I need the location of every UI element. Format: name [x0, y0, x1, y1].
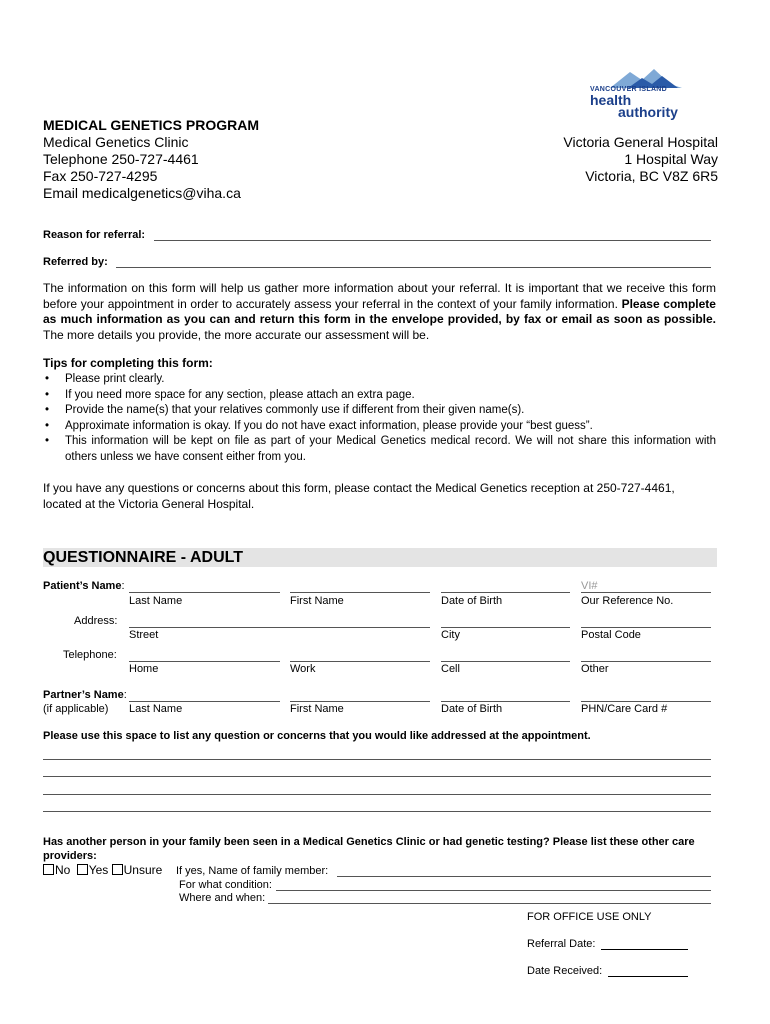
col-partner-first: First Name — [290, 703, 344, 715]
questions-prompt: Please use this space to list any question or concerns that you would like addressed at the appointment. — [43, 730, 591, 742]
date-received-label: Date Received: — [527, 965, 603, 977]
questions-line-1[interactable] — [43, 759, 711, 760]
checkbox-icon[interactable] — [112, 864, 123, 875]
tips-title: Tips for completing this form: — [43, 356, 213, 370]
patient-dob-field[interactable] — [441, 592, 570, 593]
cell-phone-field[interactable] — [441, 661, 570, 662]
where-field[interactable] — [268, 903, 711, 904]
postal-code-field[interactable] — [581, 627, 711, 628]
contact-note: If you have any questions or concerns about this form, please contact the Medical Genetics reception at 250-727-4461, located at the Victoria General Hospital. — [43, 481, 675, 511]
hospital-city: Victoria, BC V8Z 6R5 — [585, 168, 718, 184]
tips-list — [43, 372, 716, 465]
reason-label: Reason for referral: — [43, 229, 146, 241]
col-first-name: First Name — [290, 595, 344, 607]
vi-label: VI# — [581, 580, 598, 592]
col-dob: Date of Birth — [441, 595, 503, 607]
phn-field[interactable] — [581, 701, 711, 702]
col-cell: Cell — [441, 663, 460, 675]
list-item: • Approximate information is okay. If you do not have exact information, please provide your “best guess”. — [43, 419, 716, 435]
logo-line2: health — [590, 92, 632, 108]
family-member-label: If yes, Name of family member: — [176, 865, 329, 877]
date-received-field[interactable] — [608, 976, 688, 977]
questions-line-3[interactable] — [43, 794, 711, 795]
unsure-option[interactable]: Unsure — [112, 863, 163, 877]
logo — [588, 66, 688, 124]
col-street: Street — [129, 629, 159, 641]
reference-number-field[interactable] — [581, 592, 711, 593]
mountain-logo-icon — [588, 66, 688, 88]
col-other: Other — [581, 663, 609, 675]
yes-option[interactable]: Yes — [77, 863, 109, 877]
checkbox-icon[interactable] — [43, 864, 54, 875]
partner-name-label: Partner’s Name: — [43, 689, 127, 701]
questions-line-4[interactable] — [43, 811, 711, 812]
col-partner-dob: Date of Birth — [441, 703, 503, 715]
street-field[interactable] — [129, 627, 430, 628]
intro-paragraph: The information on this form will help us gather more information about your referral. It is important that we receive this form before your appointment in order to accurately assess your referral in the context of your family information. Please complete as much information as you can and return this form in the envelope provided, by fax or email as soon as possible. The more details you provide, the more accurate our assessment will be. — [43, 281, 716, 342]
col-last-name: Last Name — [129, 595, 183, 607]
list-item: • Provide the name(s) that your relatives commonly use if different from their given name(s). — [43, 403, 716, 419]
condition-field[interactable] — [276, 890, 711, 891]
hospital-name: Victoria General Hospital — [563, 134, 718, 150]
col-home: Home — [129, 663, 159, 675]
if-applicable-label: (if applicable) — [43, 703, 109, 715]
list-item: • This information will be kept on file as part of your Medical Genetics medical record. We will not share this information with others unless we have consent either from you. — [43, 434, 716, 465]
program-title: MEDICAL GENETICS PROGRAM — [43, 117, 259, 133]
list-item: • If you need more space for any section, please attach an extra page. — [43, 388, 716, 404]
clinic-telephone: Telephone 250-727-4461 — [43, 151, 199, 167]
partner-dob-field[interactable] — [441, 701, 570, 702]
list-item: • Please print clearly. — [43, 372, 716, 388]
reason-field[interactable] — [154, 240, 711, 241]
family-member-field[interactable] — [337, 876, 711, 877]
logo-line1: VANCOUVER ISLAND — [590, 86, 668, 93]
city-field[interactable] — [441, 627, 570, 628]
condition-label: For what condition: — [179, 879, 272, 891]
other-phone-field[interactable] — [581, 661, 711, 662]
home-phone-field[interactable] — [129, 661, 280, 662]
clinic-fax: Fax 250-727-4295 — [43, 168, 158, 184]
header-left — [43, 117, 259, 202]
office-title: FOR OFFICE USE ONLY — [527, 911, 652, 923]
referral-date-label: Referral Date: — [527, 938, 596, 950]
partner-last-name-field[interactable] — [129, 701, 280, 702]
referred-label: Referred by: — [43, 256, 108, 268]
hospital-street: 1 Hospital Way — [624, 151, 718, 167]
col-reference: Our Reference No. — [581, 595, 674, 607]
col-postal: Postal Code — [581, 629, 641, 641]
clinic-email: Email medicalgenetics@viha.ca — [43, 185, 241, 201]
no-option[interactable]: No — [43, 863, 70, 877]
telephone-label: Telephone: — [63, 649, 117, 661]
referral-date-field[interactable] — [601, 949, 688, 950]
referred-field[interactable] — [116, 267, 711, 268]
logo-line3: authority — [618, 104, 678, 120]
address-label: Address: — [74, 615, 118, 627]
work-phone-field[interactable] — [290, 661, 430, 662]
patient-first-name-field[interactable] — [290, 592, 430, 593]
where-label: Where and when: — [179, 892, 266, 904]
checkbox-icon[interactable] — [77, 864, 88, 875]
header-right — [563, 134, 718, 185]
col-city: City — [441, 629, 460, 641]
col-phn: PHN/Care Card # — [581, 703, 668, 715]
option-group — [43, 863, 162, 877]
partner-first-name-field[interactable] — [290, 701, 430, 702]
patient-name-label: Patient’s Name: — [43, 580, 125, 592]
clinic-name: Medical Genetics Clinic — [43, 134, 189, 150]
questions-line-2[interactable] — [43, 776, 711, 777]
genetics-prompt: Has another person in your family been seen in a Medical Genetics Clinic or had genetic testing? Please list these other care providers: — [43, 836, 695, 862]
questionnaire-title: QUESTIONNAIRE - ADULT — [43, 549, 243, 566]
col-partner-last: Last Name — [129, 703, 183, 715]
patient-last-name-field[interactable] — [129, 592, 280, 593]
col-work: Work — [290, 663, 316, 675]
